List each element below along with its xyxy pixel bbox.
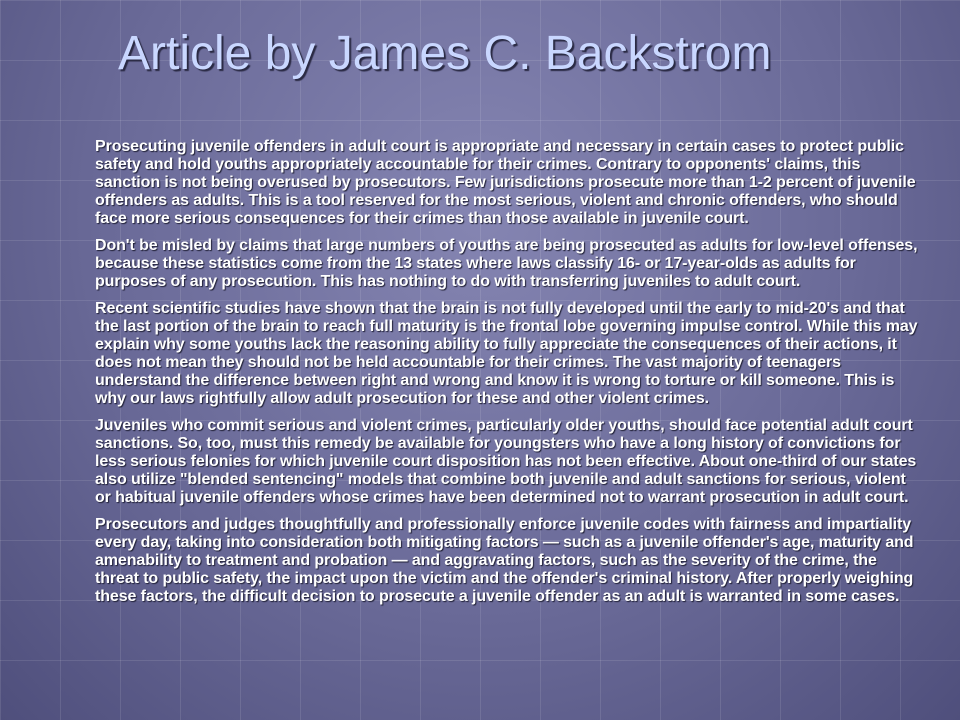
paragraph-text: Don't be misled by claims that large numbers of youths are being prosecuted as adults for low-level offenses, because these statistics come from the 13 states where laws classify 16- or 17-year-olds as adults for purposes of any prosecution. This has nothing to do with transferring juveniles to adult court. [95,237,918,290]
paragraph-text: Prosecutors and judges thoughtfully and professionally enforce juvenile codes with fairness and impartiality every day, taking into consideration both mitigating factors — such as a juvenile offender's age, maturity and amenability to treatment and probation — and aggravating factors, such as the severity of the crime, the threat to public safety, the impact upon the victim and the offender's criminal history. After properly weighing these factors, the difficult decision to prosecute a juvenile offender as an adult is warranted in some cases. [95,516,914,605]
body-paragraph-3 [70,300,918,408]
paragraph-text: Prosecuting juvenile offenders in adult court is appropriate and necessary in certain cases to protect public safety and hold youths appropriately accountable for their crimes. Contrary to opponents' claims, this sanction is not being overused by prosecutors. Few jurisdictions prosecute more than 1-2 percent of juvenile offenders as adults. This is a tool reserved for the most serious, violent and chronic offenders, who should face more serious consequences for their crimes than those available in juvenile court. [95,138,916,227]
slide-body [70,138,918,615]
paragraph-text: Juveniles who commit serious and violent crimes, particularly older youths, should face potential adult court sanctions. So, too, must this remedy be available for youngsters who have a long history of convictions for less serious felonies for which juvenile court disposition has not been effective. About one-third of our states also utilize "blended sentencing" models that combine both juvenile and adult sanctions for serious, violent or habitual juvenile offenders whose crimes have been determined not to warrant prosecution in adult court. [95,417,917,506]
body-paragraph-5 [70,516,918,606]
body-paragraph-2 [70,237,918,291]
body-paragraph-1 [70,138,918,228]
paragraph-text: Recent scientific studies have shown that the brain is not fully developed until the early to mid-20's and that the last portion of the brain to reach full maturity is the frontal lobe governing impulse control. While this may explain why some youths lack the reasoning ability to fully appreciate the consequences of their actions, it does not mean they should not be held accountable for their crimes. The vast majority of teenagers understand the difference between right and wrong and know it is wrong to torture or kill someone. This is why our laws rightfully allow adult prosecution for these and other violent crimes. [95,300,918,407]
body-paragraph-4 [70,417,918,507]
slide-title: Article by James C. Backstrom [118,27,772,80]
